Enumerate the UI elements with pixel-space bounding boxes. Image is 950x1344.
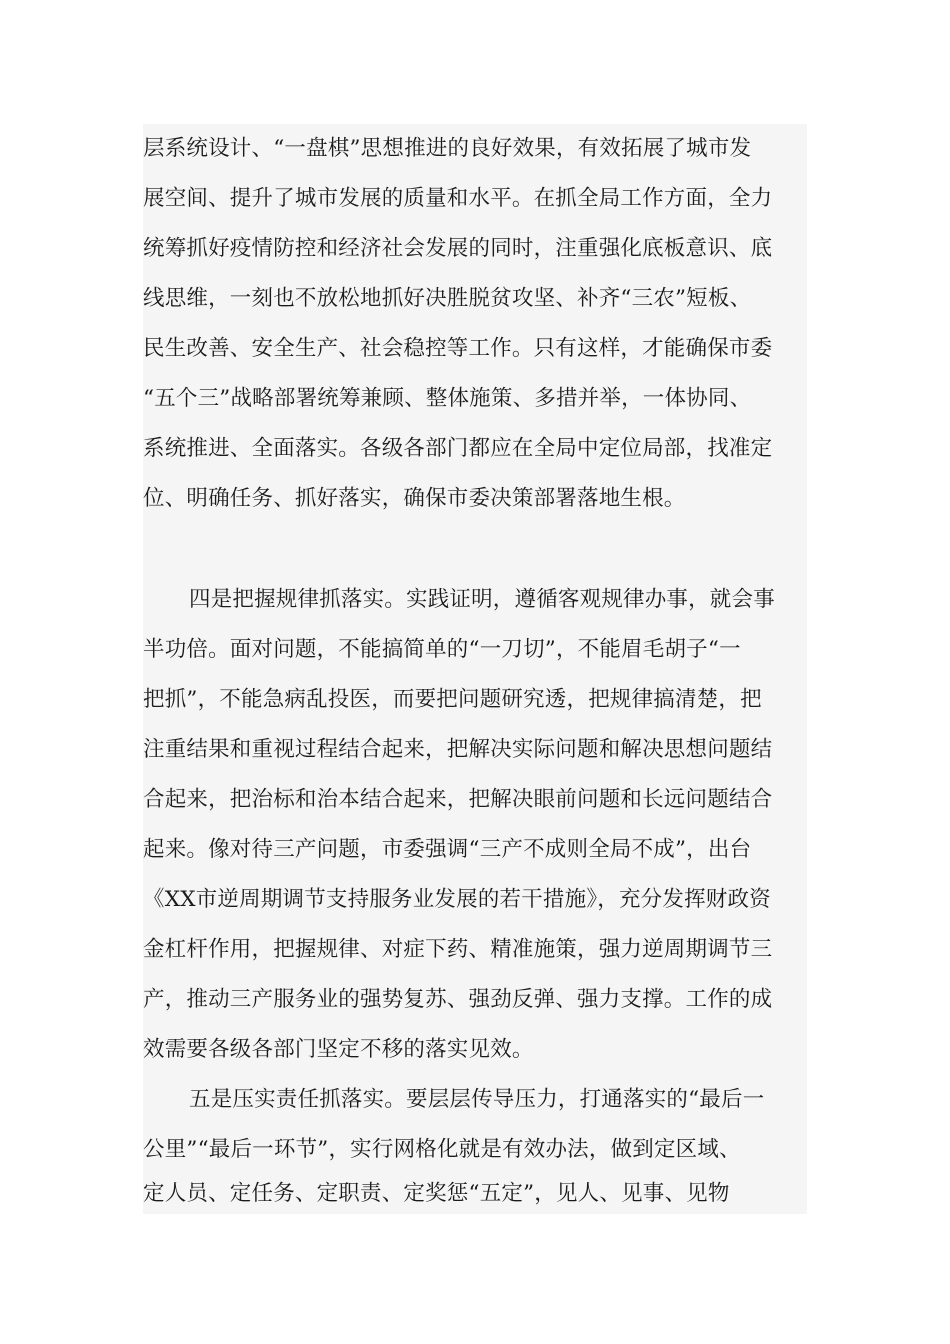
paragraph-3-line-2: 公里”“最后一环节”，实行网格化就是有效办法，做到定区域、 — [143, 1137, 741, 1162]
paragraph-1-line-6: “五个三”战略部署统筹兼顾、整体施策、多措并举，一体协同、 — [143, 386, 752, 411]
paragraph-1-line-7: 系统推进、全面落实。各级各部门都应在全局中定位局部，找准定 — [143, 436, 773, 461]
paragraph-1-line-5: 民生改善、安全生产、社会稳控等工作。只有这样，才能确保市委 — [143, 336, 773, 361]
paragraph-2-line-2: 半功倍。面对问题，不能搞简单的“一刀切”，不能眉毛胡子“一 — [143, 637, 741, 662]
paragraph-2-line-8: 金杠杆作用，把握规律、对症下药、精准施策，强力逆周期调节三 — [143, 937, 773, 962]
paragraph-1-line-8: 位、明确任务、抓好落实，确保市委决策部署落地生根。 — [143, 486, 686, 511]
paragraph-2-line-3: 把抓”，不能急病乱投医，而要把问题研究透，把规律搞清楚，把 — [143, 687, 762, 712]
paragraph-3-line-3: 定人员、定任务、定职责、定奖惩“五定”，见人、见事、见物 — [143, 1181, 730, 1206]
paragraph-2-line-5: 合起来，把治标和治本结合起来，把解决眼前问题和长远问题结合 — [143, 787, 773, 812]
paragraph-2-line-10: 效需要各级各部门坚定不移的落实见效。 — [143, 1037, 534, 1062]
paragraph-3-line-1: 五是压实责任抓落实。要层层传导压力，打通落实的“最后一 — [189, 1087, 765, 1112]
paragraph-2-line-7: 《XX市逆周期调节支持服务业发展的若干措施》，充分发挥财政资 — [143, 887, 771, 912]
paragraph-2-line-9: 产，推动三产服务业的强势复苏、强劲反弹、强力支撑。工作的成 — [143, 987, 773, 1012]
paragraph-1-line-4: 线思维，一刻也不放松地抓好决胜脱贫攻坚、补齐“三农”短板、 — [143, 286, 752, 311]
paragraph-2-line-4: 注重结果和重视过程结合起来，把解决实际问题和解决思想问题结 — [143, 737, 773, 762]
paragraph-1-line-2: 展空间、提升了城市发展的质量和水平。在抓全局工作方面，全力 — [143, 186, 773, 211]
paragraph-1-line-3: 统筹抓好疫情防控和经济社会发展的同时，注重强化底板意识、底 — [143, 236, 773, 261]
paragraph-2-line-6: 起来。像对待三产问题，市委强调“三产不成则全局不成”，出台 — [143, 837, 752, 862]
paragraph-1-line-1: 层系统设计、“一盘棋”思想推进的良好效果，有效拓展了城市发 — [143, 136, 752, 161]
paragraph-2-line-1: 四是把握规律抓落实。实践证明，遵循客观规律办事，就会事 — [189, 587, 775, 612]
document-text-block — [143, 124, 807, 1214]
